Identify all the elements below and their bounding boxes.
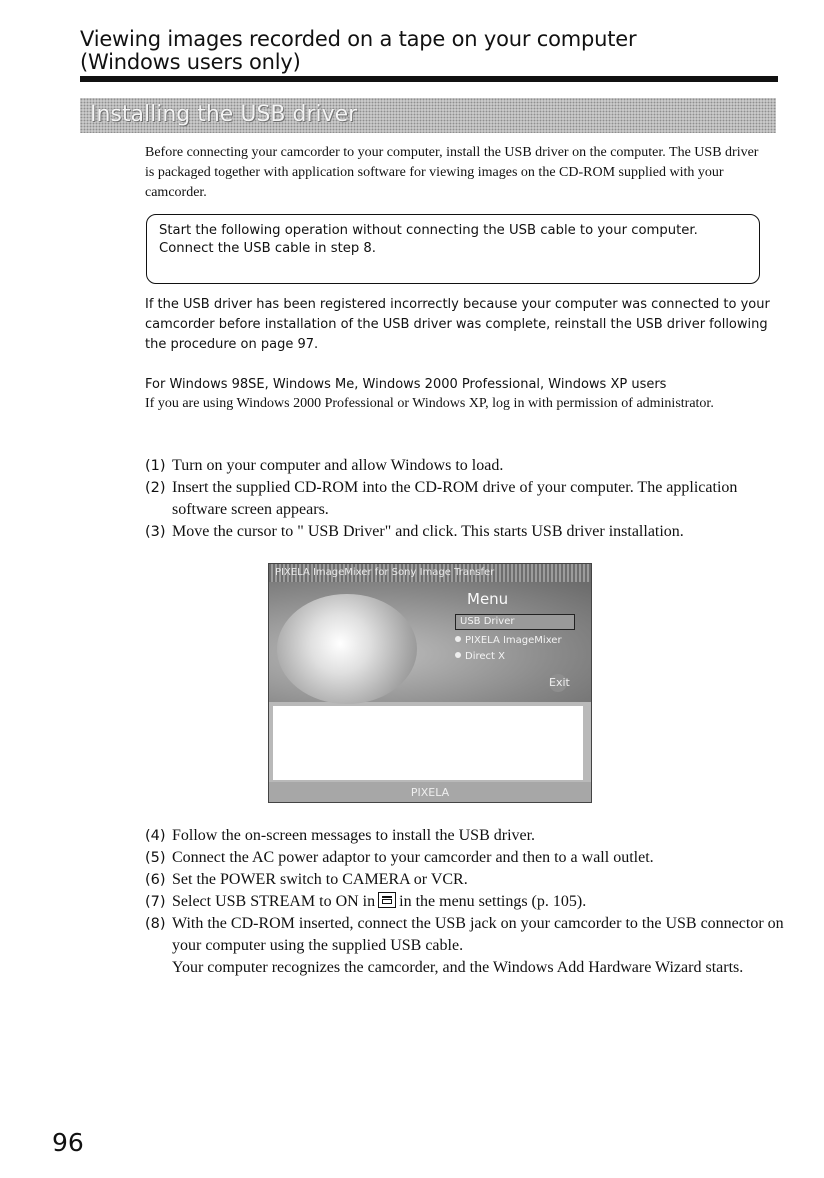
step-text: Turn on your computer and allow Windows to load. — [172, 457, 504, 474]
step-3 — [145, 521, 785, 543]
note-box — [146, 214, 760, 284]
caution-paragraph: If the USB driver has been registered incorrectly because your computer was connected to your camcorder before installation of the USB driver was complete, reinstall the USB driver following the procedure on page 97. — [145, 297, 770, 352]
screenshot-titlebar: PIXELA ImageMixer for Sony Image Transfer — [269, 564, 591, 582]
menu-item-label: PIXELA ImageMixer — [465, 635, 562, 646]
step-text: Insert the supplied CD-ROM into the CD-ROM drive of your computer. The application software screen appears. — [172, 479, 738, 518]
section-banner — [80, 98, 776, 133]
intro-paragraph: Before connecting your camcorder to your computer, install the USB driver on the computer. The USB driver is packaged together with application software for viewing images on the CD-ROM supplied with your camcorder. — [145, 145, 759, 200]
menu-item-imagemixer[interactable] — [455, 634, 575, 648]
menu-item-label: Direct X — [465, 651, 505, 662]
users-heading: For Windows 98SE, Windows Me, Windows 2000 Professional, Windows XP users — [145, 377, 667, 392]
step-text: Move the cursor to " USB Driver" and click. This starts USB driver installation. — [172, 523, 684, 540]
steps-list-2 — [145, 825, 785, 979]
step-7 — [145, 891, 785, 913]
step-number: (8) — [145, 916, 166, 932]
exit-button[interactable]: Exit — [549, 674, 567, 692]
page-number: 96 — [52, 1128, 84, 1157]
step-5 — [145, 847, 785, 869]
section-title: Installing the USB driver — [90, 102, 358, 127]
note-line-2: Connect the USB cable in step 8. — [159, 241, 377, 256]
step-text-before: Select USB STREAM to ON in — [172, 893, 376, 910]
installer-screenshot — [268, 563, 592, 803]
header-title-line1: Viewing images recorded on a tape on your computer — [80, 27, 637, 51]
note-line-1: Start the following operation without connecting the USB cable to your computer. — [159, 223, 698, 238]
header-rule — [80, 76, 778, 82]
step-1 — [145, 455, 785, 477]
menu-settings-icon — [378, 892, 396, 908]
step-number: (5) — [145, 850, 166, 866]
step-text: Follow the on-screen messages to install the USB driver. — [172, 827, 536, 844]
step-number: (6) — [145, 872, 166, 888]
step-number: (2) — [145, 480, 166, 496]
step-6 — [145, 869, 785, 891]
step-text: With the CD-ROM inserted, connect the USB jack on your camcorder to the USB connector on your computer using the supplied USB cable. — [172, 915, 784, 954]
step-text — [172, 891, 785, 913]
screenshot-footer-logo: PIXELA — [269, 782, 591, 803]
step-text-after: in the menu settings (p. 105). — [399, 893, 587, 910]
step-text-extra: Your computer recognizes the camcorder, and the Windows Add Hardware Wizard starts. — [172, 959, 744, 976]
step-number: (3) — [145, 524, 166, 540]
step-number: (1) — [145, 458, 166, 474]
step-text: Connect the AC power adaptor to your camcorder and then to a wall outlet. — [172, 849, 654, 866]
screenshot-message-panel — [273, 706, 583, 780]
step-text-group — [172, 913, 785, 979]
step-8 — [145, 913, 785, 979]
header-title-line2: (Windows users only) — [80, 50, 301, 74]
screenshot-menu-title: Menu — [467, 590, 509, 608]
bullet-icon — [455, 652, 461, 658]
steps-list-1 — [145, 455, 785, 543]
page-header — [80, 28, 780, 74]
step-4 — [145, 825, 785, 847]
menu-item-usb-driver[interactable]: USB Driver — [455, 614, 575, 630]
step-text: Set the POWER switch to CAMERA or VCR. — [172, 871, 468, 888]
menu-item-directx[interactable] — [455, 650, 575, 664]
step-2 — [145, 477, 785, 521]
step-number: (7) — [145, 894, 166, 910]
cd-disc-icon — [277, 594, 417, 704]
step-number: (4) — [145, 828, 166, 844]
users-note: If you are using Windows 2000 Professional or Windows XP, log in with permission of administrator. — [145, 396, 714, 411]
bullet-icon — [455, 636, 461, 642]
